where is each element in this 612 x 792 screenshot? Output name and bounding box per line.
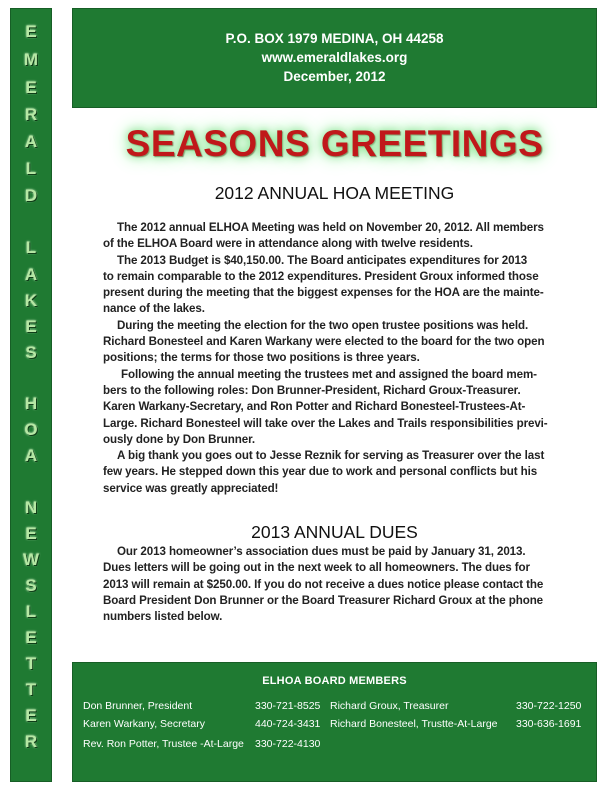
article-line: A big thank you goes out to Jesse Reznik for serving as Treasurer over the last xyxy=(117,449,545,463)
article-line: service was greatly appreciated! xyxy=(103,481,279,495)
sidebar-letter: L xyxy=(25,159,37,178)
sidebar-letter: S xyxy=(25,576,37,595)
sidebar-letter: R xyxy=(24,105,38,124)
member-phone: 330-636-1691 xyxy=(516,718,582,730)
sidebar-letter: W xyxy=(22,550,40,569)
article-line: ously done by Don Brunner. xyxy=(103,432,255,446)
sidebar-letter: L xyxy=(25,238,37,257)
article-line: Our 2013 homeowner’s association dues must be paid by January 31, 2013. xyxy=(117,545,526,558)
member-phone: 440-724-3431 xyxy=(255,718,321,730)
article-line: positions; the terms for those two positions is three years. xyxy=(103,351,420,365)
seasons-greetings-banner: SEASONS GREETINGS xyxy=(125,123,544,164)
sidebar-letter: E xyxy=(25,22,37,41)
website-link[interactable]: www.emeraldlakes.org xyxy=(261,50,408,65)
sidebar-letter: T xyxy=(25,654,37,673)
article-line: Karen Warkany-Secretary, and Ron Potter and Richard Bonesteel-Trustees-At- xyxy=(103,400,526,414)
dues-section-title: 2013 ANNUAL DUES xyxy=(251,522,418,542)
sidebar-letter: L xyxy=(25,602,37,621)
sidebar-letter: R xyxy=(24,732,38,751)
sidebar-letter: E xyxy=(25,524,37,543)
sidebar-letter: E xyxy=(25,78,37,97)
article-line: Dues letters will be going out in the next week to all homeowners. The dues for xyxy=(103,561,530,575)
member-name: Rev. Ron Potter, Trustee -At-Large xyxy=(83,738,244,750)
sidebar-letter: T xyxy=(25,680,37,699)
member-phone: 330-721-8525 xyxy=(255,700,321,712)
article-line: of the ELHOA Board were in attendance along with twelve residents. xyxy=(103,237,473,251)
mailing-address: P.O. BOX 1979 MEDINA, OH 44258 xyxy=(225,31,444,46)
issue-date: December, 2012 xyxy=(283,69,386,84)
member-name: Richard Groux, Treasurer xyxy=(330,700,449,712)
member-name: Richard Bonesteel, Trustte-At-Large xyxy=(330,718,498,730)
board-members-title: ELHOA BOARD MEMBERS xyxy=(262,675,407,687)
dues-article xyxy=(103,544,573,625)
board-members-box xyxy=(72,662,597,782)
member-name: Don Brunner, President xyxy=(83,700,193,712)
sidebar-letter: A xyxy=(24,446,38,465)
article-line: Large. Richard Bonesteel will take over the Lakes and Trails responsibilities previ- xyxy=(103,416,548,430)
meeting-article xyxy=(103,220,573,497)
member-phone: 330-722-1250 xyxy=(516,700,582,712)
sidebar-letter: N xyxy=(24,498,38,517)
sidebar-letter: E xyxy=(25,317,37,336)
sidebar-letter: E xyxy=(25,628,37,647)
article-line: The 2013 Budget is $40,150.00. The Board anticipates expenditures for 2013 xyxy=(117,253,528,267)
article-line: 2013 will remain at $250.00. If you do not receive a dues notice please contact the xyxy=(103,577,544,591)
article-line: present during the meeting that the biggest expenses for the HOA are the mainte- xyxy=(103,286,544,300)
article-line: nance of the lakes. xyxy=(103,302,205,316)
meeting-section-title: 2012 ANNUAL HOA MEETING xyxy=(214,183,455,203)
article-line: Board President Don Brunner or the Board Treasurer Richard Groux at the phone xyxy=(103,593,544,607)
article-line: Following the annual meeting the trustees met and assigned the board mem- xyxy=(121,367,537,381)
member-phone: 330-722-4130 xyxy=(255,738,321,750)
article-line: The 2012 annual ELHOA Meeting was held on November 20, 2012. All members xyxy=(117,221,544,234)
sidebar-letter: O xyxy=(24,420,38,439)
article-line: few years. He stepped down this year due to work and personal conflicts but his xyxy=(103,465,538,479)
sidebar-letter: S xyxy=(25,343,37,362)
article-line: bers to the following roles: Don Brunner-President, Richard Groux-Treasurer. xyxy=(103,383,521,397)
sidebar-letter: A xyxy=(24,132,38,151)
sidebar-letter: E xyxy=(25,706,37,725)
sidebar-letter: M xyxy=(23,50,39,69)
sidebar-letter: K xyxy=(24,291,38,310)
sidebar-letter: H xyxy=(24,394,38,413)
article-line: Richard Bonesteel and Karen Warkany were elected to the board for the two open xyxy=(103,335,545,349)
newsletter-sidebar xyxy=(10,8,52,782)
article-line: to remain comparable to the 2012 expenditures. President Groux informed those xyxy=(103,269,539,283)
member-name: Karen Warkany, Secretary xyxy=(83,718,205,730)
sidebar-letter: A xyxy=(24,265,38,284)
sidebar-letter: D xyxy=(24,186,38,205)
article-line: During the meeting the election for the two open trustee positions was held. xyxy=(117,318,529,332)
newsletter-header xyxy=(72,8,597,108)
article-line: numbers listed below. xyxy=(103,610,223,624)
